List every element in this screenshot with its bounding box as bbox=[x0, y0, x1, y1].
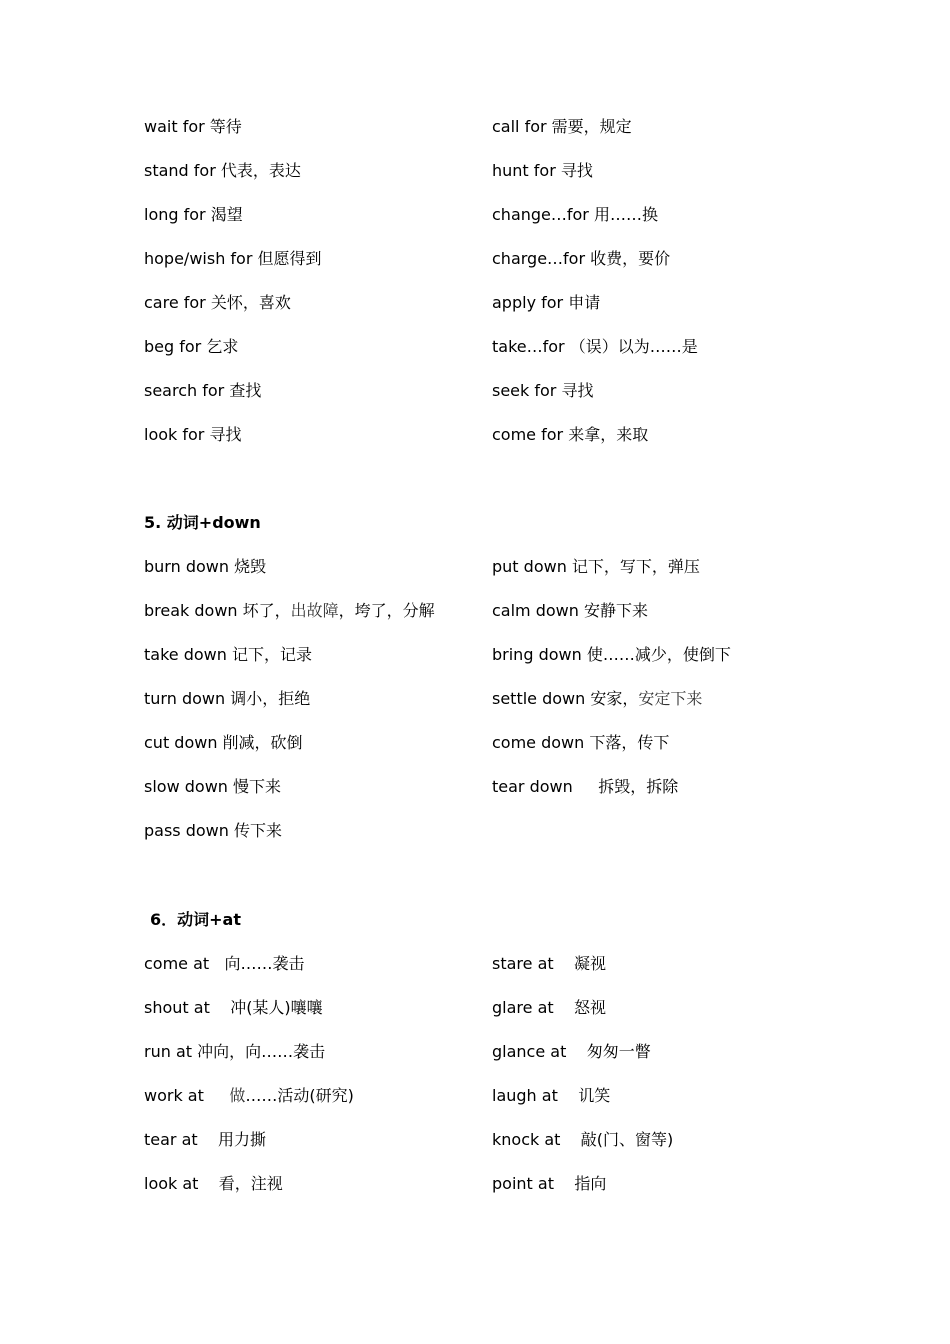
phrase-burn-down: burn down 烧毁 bbox=[144, 557, 267, 576]
phrase-glare-at: glare at 怒视 bbox=[492, 998, 606, 1017]
phrase-take-down: take down 记下，记录 bbox=[144, 645, 312, 664]
phrase-hunt-for: hunt for 寻找 bbox=[492, 161, 593, 180]
phrase-change-for: change…for 用……换 bbox=[492, 205, 658, 224]
phrase-shout-at: shout at 冲(某人)嚷嚷 bbox=[144, 998, 323, 1017]
phrase-pass-down: pass down 传下来 bbox=[144, 821, 282, 840]
section-heading-at: 6．动词+at bbox=[150, 910, 241, 929]
phrase-break-down: break down 坏了，出故障，垮了，分解 bbox=[144, 601, 435, 620]
phrase-knock-at: knock at 敲(门、窗等) bbox=[492, 1130, 674, 1149]
phrase-bring-down: bring down 使……减少，使倒下 bbox=[492, 645, 731, 664]
phrase-seek-for: seek for 寻找 bbox=[492, 381, 594, 400]
phrase-apply-for: apply for 申请 bbox=[492, 293, 601, 312]
phrase-come-for: come for 来拿，来取 bbox=[492, 425, 649, 444]
phrase-come-at: come at 向……袭击 bbox=[144, 954, 305, 973]
phrase-search-for: search for 查找 bbox=[144, 381, 262, 400]
phrase-cut-down: cut down 削减，砍倒 bbox=[144, 733, 303, 752]
phrase-wait-for: wait for 等待 bbox=[144, 117, 242, 136]
phrase-charge-for: charge…for 收费，要价 bbox=[492, 249, 671, 268]
phrase-long-for: long for 渴望 bbox=[144, 205, 243, 224]
phrase-put-down: put down 记下，写下，弹压 bbox=[492, 557, 700, 576]
phrase-work-at: work at 做……活动(研究) bbox=[144, 1086, 354, 1105]
phrase-turn-down: turn down 调小，拒绝 bbox=[144, 689, 311, 708]
phrase-stand-for: stand for 代表，表达 bbox=[144, 161, 301, 180]
phrase-beg-for: beg for 乞求 bbox=[144, 337, 239, 356]
phrase-slow-down: slow down 慢下来 bbox=[144, 777, 282, 796]
phrase-look-at: look at 看，注视 bbox=[144, 1174, 283, 1193]
phrase-tear-down: tear down 拆毁，拆除 bbox=[492, 777, 679, 796]
phrase-look-for: look for 寻找 bbox=[144, 425, 242, 444]
phrase-calm-down: calm down 安静下来 bbox=[492, 601, 648, 620]
phrase-tear-at: tear at 用力撕 bbox=[144, 1130, 267, 1149]
phrase-come-down: come down 下落，传下 bbox=[492, 733, 670, 752]
phrase-hope-wish-for: hope/wish for 但愿得到 bbox=[144, 249, 322, 268]
phrase-care-for: care for 关怀，喜欢 bbox=[144, 293, 291, 312]
phrase-run-at: run at 冲向，向……袭击 bbox=[144, 1042, 326, 1061]
phrase-take-for: take…for （误）以为……是 bbox=[492, 337, 698, 356]
phrase-laugh-at: laugh at 讥笑 bbox=[492, 1086, 611, 1105]
phrase-call-for: call for 需要，规定 bbox=[492, 117, 632, 136]
phrase-stare-at: stare at 凝视 bbox=[492, 954, 606, 973]
phrase-point-at: point at 指向 bbox=[492, 1174, 607, 1193]
section-heading-down: 5. 动词+down bbox=[144, 513, 261, 532]
phrase-settle-down: settle down 安家，安定下来 bbox=[492, 689, 703, 708]
phrase-glance-at: glance at 匆匆一瞥 bbox=[492, 1042, 651, 1061]
